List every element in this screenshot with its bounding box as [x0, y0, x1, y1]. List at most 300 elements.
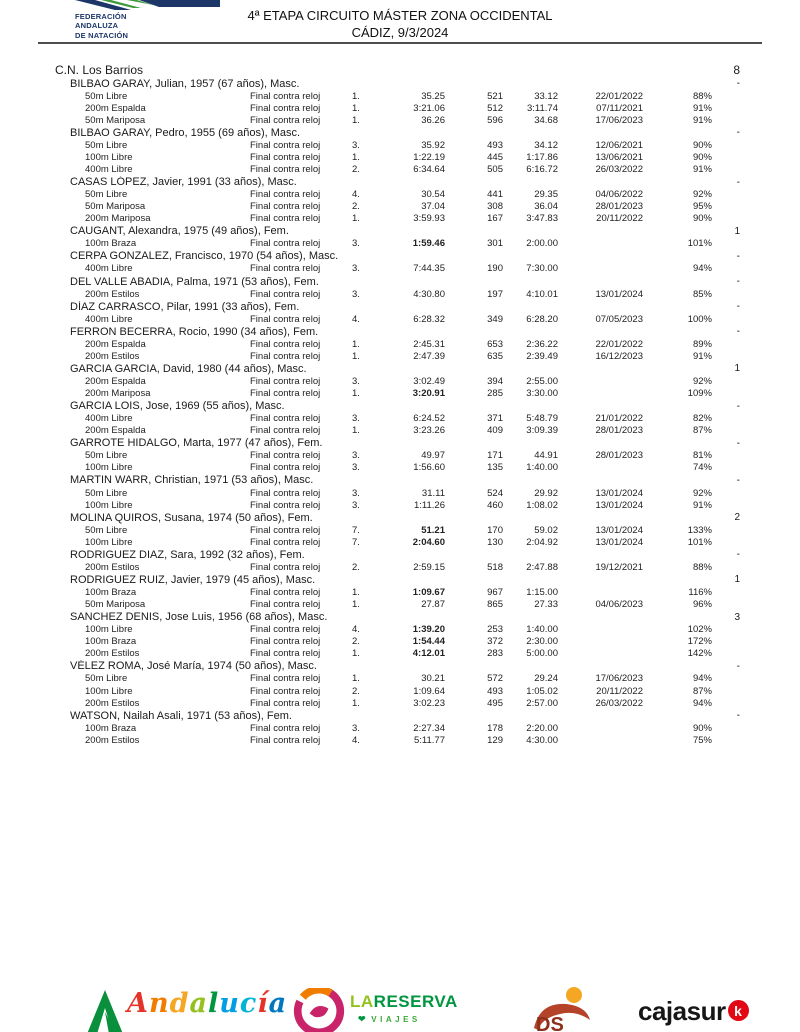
event-name: 50m Libre	[85, 487, 128, 499]
event-name: 100m Libre	[85, 151, 133, 163]
event-name: 400m Libre	[85, 313, 133, 325]
entry-time: 3:09.39	[526, 425, 558, 437]
heat-type: Final contra reloj	[250, 697, 321, 709]
event-name: 50m Mariposa	[85, 114, 146, 126]
rank: 2.	[352, 164, 360, 176]
result-time: 4:30.80	[413, 288, 445, 300]
rank: 1.	[352, 114, 360, 126]
result-row	[40, 413, 740, 425]
result-time: 1:59.46	[412, 238, 445, 250]
rank: 1.	[352, 586, 360, 598]
rank: 7.	[352, 524, 360, 536]
swimmer-count: -	[736, 400, 740, 412]
page-subtitle: CÁDIZ, 9/3/2024	[351, 25, 449, 40]
entry-date: 20/11/2022	[596, 213, 643, 225]
heat-type: Final contra reloj	[250, 450, 321, 462]
heat-type: Final contra reloj	[250, 102, 321, 114]
heat-type: Final contra reloj	[250, 313, 321, 325]
percent: 92%	[692, 375, 712, 387]
result-time: 1:56.60	[413, 462, 445, 474]
entry-time: 3:47.83	[526, 213, 558, 225]
percent: 88%	[692, 561, 712, 573]
heat-type: Final contra reloj	[250, 151, 321, 163]
points: 308	[487, 201, 503, 213]
percent: 87%	[692, 425, 712, 437]
rank: 1.	[352, 425, 360, 437]
andalucia-letter: A	[127, 988, 149, 1019]
swimmer-count: -	[736, 127, 740, 139]
event-name: 200m Espalda	[85, 102, 146, 114]
entry-time: 44.91	[534, 450, 558, 462]
swimmer-name: DEL VALLE ABADIA, Palma, 1971 (53 años), Fem.	[70, 275, 319, 288]
event-name: 50m Mariposa	[85, 599, 146, 611]
percent: 91%	[692, 164, 712, 176]
swimmer-count: 2	[734, 512, 740, 524]
points: 967	[487, 586, 503, 598]
swimmer-row	[40, 611, 740, 624]
result-row	[40, 648, 740, 660]
svg-text:DS: DS	[536, 1014, 564, 1032]
percent: 172%	[687, 636, 712, 648]
heat-type: Final contra reloj	[250, 524, 321, 536]
result-time: 31.11	[421, 487, 445, 499]
swimmer-name: BILBAO GARAY, Julian, 1957 (67 años), Masc.	[70, 77, 300, 90]
swimmer-row	[40, 474, 740, 487]
event-name: 100m Libre	[85, 685, 133, 697]
rank: 3.	[352, 263, 360, 275]
heat-type: Final contra reloj	[250, 536, 321, 548]
swimmer-row	[40, 709, 740, 722]
event-name: 50m Libre	[85, 673, 128, 685]
result-row	[40, 524, 740, 536]
heat-type: Final contra reloj	[250, 338, 321, 350]
result-row	[40, 673, 740, 685]
entry-time: 34.12	[534, 139, 558, 151]
percent: 100%	[687, 313, 712, 325]
swimmer-name: CERPA GONZALEZ, Francisco, 1970 (54 años), Masc.	[70, 250, 339, 263]
heat-type: Final contra reloj	[250, 139, 321, 151]
result-time: 2:45.31	[413, 338, 445, 350]
event-name: 50m Libre	[85, 189, 128, 201]
heat-type: Final contra reloj	[250, 636, 321, 648]
entry-time: 2:47.88	[526, 561, 558, 573]
swimmer-name: MOLINA QUIROS, Susana, 1974 (50 años), Fem.	[70, 511, 313, 524]
points: 285	[487, 388, 503, 400]
entry-time: 29.92	[534, 487, 558, 499]
result-time: 37.04	[421, 201, 445, 213]
swimmer-count: -	[736, 710, 740, 722]
rank: 1.	[352, 102, 360, 114]
result-row	[40, 102, 740, 114]
page-title: 4ª ETAPA CIRCUITO MÁSTER ZONA OCCIDENTAL	[247, 8, 553, 23]
entry-time: 2:20.00	[526, 722, 558, 734]
heat-type: Final contra reloj	[250, 114, 321, 126]
entry-time: 36.04	[534, 201, 558, 213]
heat-type: Final contra reloj	[250, 201, 321, 213]
swimmer-name: BILBAO GARAY, Pedro, 1955 (69 años), Masc.	[70, 126, 301, 139]
entry-date: 26/03/2022	[595, 697, 643, 709]
result-time: 3:02.49	[413, 375, 445, 387]
heat-type: Final contra reloj	[250, 425, 321, 437]
club-name: C.N. Los Barrios	[55, 62, 144, 77]
rank: 3.	[352, 722, 360, 734]
entry-date: 20/11/2022	[596, 685, 643, 697]
rank: 4.	[352, 313, 360, 325]
rank: 1.	[352, 151, 360, 163]
result-row	[40, 238, 740, 250]
heat-type: Final contra reloj	[250, 164, 321, 176]
percent: 88%	[692, 90, 712, 102]
event-name: 100m Braza	[85, 238, 137, 250]
points: 167	[487, 213, 503, 225]
event-name: 50m Libre	[85, 90, 128, 102]
lareserva-heart-icon: ❤	[358, 1014, 366, 1024]
swimmer-row	[40, 548, 740, 561]
result-row	[40, 163, 740, 175]
swimmer-count: -	[736, 250, 740, 262]
points: 301	[487, 238, 503, 250]
swimmer-count: -	[736, 276, 740, 288]
entry-date: 28/01/2023	[595, 450, 643, 462]
heat-type: Final contra reloj	[250, 263, 321, 275]
lareserva-icon	[292, 988, 346, 1032]
percent: 102%	[687, 624, 712, 636]
header-divider	[38, 42, 762, 44]
result-time: 1:22.19	[413, 151, 445, 163]
event-name: 200m Espalda	[85, 338, 146, 350]
percent: 96%	[692, 599, 712, 611]
swimmer-row	[40, 225, 740, 238]
entry-date: 13/01/2024	[595, 524, 643, 536]
swimmer-row	[40, 176, 740, 189]
andalucia-letter: a	[189, 988, 208, 1019]
percent: 92%	[692, 189, 712, 201]
result-time: 2:27.34	[413, 722, 445, 734]
points: 493	[487, 139, 503, 151]
heat-type: Final contra reloj	[250, 213, 321, 225]
entry-date: 19/12/2021	[595, 561, 643, 573]
heat-type: Final contra reloj	[250, 238, 321, 250]
percent: 81%	[692, 450, 712, 462]
result-time: 2:04.60	[412, 536, 445, 548]
ds-icon	[532, 986, 596, 1032]
points: 135	[487, 462, 503, 474]
entry-date: 13/01/2024	[595, 536, 643, 548]
rank: 1.	[352, 673, 360, 685]
result-time: 3:59.93	[413, 213, 445, 225]
rank: 7.	[352, 536, 360, 548]
percent: 82%	[692, 413, 712, 425]
entry-date: 17/06/2023	[595, 114, 643, 126]
heat-type: Final contra reloj	[250, 561, 321, 573]
swimmer-name: CASAS LÓPEZ, Javier, 1991 (33 años), Masc.	[70, 176, 297, 189]
club-count: 8	[733, 62, 740, 77]
entry-time: 3:30.00	[526, 388, 558, 400]
swimmer-name: CAUGANT, Alexandra, 1975 (49 años), Fem.	[70, 225, 289, 238]
event-name: 200m Estilos	[85, 648, 140, 660]
percent: 142%	[687, 648, 712, 660]
entry-time: 1:17.86	[526, 151, 558, 163]
entry-date: 22/01/2022	[595, 338, 643, 350]
result-row	[40, 189, 740, 201]
result-time: 49.97	[421, 450, 445, 462]
result-row	[40, 213, 740, 225]
swimmer-row	[40, 400, 740, 413]
points: 524	[487, 487, 503, 499]
rank: 2.	[352, 685, 360, 697]
rank: 1.	[352, 388, 360, 400]
percent: 90%	[692, 213, 712, 225]
rank: 3.	[352, 499, 360, 511]
swimmer-name: DÍAZ CARRASCO, Pilar, 1991 (33 años), Fem.	[70, 300, 300, 313]
result-row	[40, 697, 740, 709]
federation-name-line1: FEDERACIÓN	[75, 12, 127, 21]
points: 518	[487, 561, 503, 573]
points: 283	[487, 648, 503, 660]
heat-type: Final contra reloj	[250, 189, 321, 201]
lareserva-viajes: VIAJES	[371, 1015, 421, 1024]
event-name: 200m Mariposa	[85, 388, 151, 400]
result-time: 30.21	[421, 673, 445, 685]
swimmer-count: 1	[734, 363, 740, 375]
rank: 1.	[352, 350, 360, 362]
rank: 3.	[352, 487, 360, 499]
entry-date: 13/01/2024	[595, 499, 643, 511]
points: 171	[487, 450, 503, 462]
percent: 101%	[687, 238, 712, 250]
entry-date: 13/06/2021	[595, 151, 643, 163]
rank: 1.	[352, 338, 360, 350]
swimmer-count: -	[736, 176, 740, 188]
result-row	[40, 288, 740, 300]
entry-time: 2:30.00	[526, 636, 558, 648]
event-name: 100m Libre	[85, 624, 133, 636]
entry-date: 22/01/2022	[595, 90, 643, 102]
swimmer-count: 1	[734, 574, 740, 586]
swimmer-name: SANCHEZ DENIS, Jose Luis, 1956 (68 años), Masc.	[70, 611, 328, 624]
heat-type: Final contra reloj	[250, 586, 321, 598]
percent: 109%	[687, 388, 712, 400]
percent: 116%	[688, 586, 712, 598]
points: 865	[487, 599, 503, 611]
swimmer-name: MARTIN WARR, Christian, 1971 (53 años), Masc.	[70, 474, 314, 487]
entry-date: 07/05/2023	[595, 313, 643, 325]
result-time: 7:44.35	[413, 263, 445, 275]
entry-time: 34.68	[534, 114, 558, 126]
result-row	[40, 139, 740, 151]
rank: 1.	[352, 90, 360, 102]
result-row	[40, 499, 740, 511]
swimmer-count: -	[736, 301, 740, 313]
swimmer-count: -	[736, 437, 740, 449]
rank: 2.	[352, 201, 360, 213]
event-name: 400m Libre	[85, 263, 133, 275]
result-time: 3:23.26	[413, 425, 445, 437]
result-row	[40, 536, 740, 548]
points: 409	[487, 425, 503, 437]
percent: 91%	[692, 102, 712, 114]
percent: 92%	[692, 487, 712, 499]
ds-logo	[532, 986, 596, 1032]
rank: 3.	[352, 462, 360, 474]
result-time: 1:11.26	[414, 499, 445, 511]
entry-date: 26/03/2022	[595, 164, 643, 176]
entry-time: 5:00.00	[526, 648, 558, 660]
event-name: 200m Estilos	[85, 697, 140, 709]
result-row	[40, 425, 740, 437]
junta-andalucia-logo	[85, 988, 125, 1032]
swimmer-name: GARCIA LOIS, Jose, 1969 (55 años), Masc.	[70, 400, 285, 413]
entry-date: 07/11/2021	[596, 102, 643, 114]
swimmer-count: 3	[734, 611, 740, 623]
event-name: 200m Mariposa	[85, 213, 151, 225]
event-name: 200m Estilos	[85, 734, 140, 746]
event-name: 400m Libre	[85, 164, 133, 176]
heat-type: Final contra reloj	[250, 487, 321, 499]
entry-time: 29.35	[534, 189, 558, 201]
entry-time: 2:04.92	[526, 536, 558, 548]
entry-time: 2:00.00	[526, 238, 558, 250]
rank: 1.	[352, 697, 360, 709]
swimmer-name: RODRIGUEZ DIAZ, Sara, 1992 (32 años), Fem.	[70, 548, 305, 561]
swimmer-row	[40, 511, 740, 524]
result-row	[40, 722, 740, 734]
event-name: 100m Libre	[85, 499, 133, 511]
points: 190	[487, 263, 503, 275]
result-time: 3:21.06	[413, 102, 445, 114]
entry-time: 1:08.02	[526, 499, 558, 511]
event-name: 200m Estilos	[85, 561, 140, 573]
entry-time: 2:39.49	[526, 350, 558, 362]
heat-type: Final contra reloj	[250, 375, 321, 387]
andalucia-letter: n	[148, 988, 170, 1019]
andalucia-letter: í	[257, 988, 269, 1019]
result-time: 27.87	[421, 599, 445, 611]
swimmer-row	[40, 250, 740, 263]
swimmer-count: -	[736, 660, 740, 672]
andalucia-letter: a	[268, 988, 288, 1019]
event-name: 200m Espalda	[85, 375, 146, 387]
result-row	[40, 201, 740, 213]
result-row	[40, 734, 740, 746]
entry-time: 1:40.00	[526, 624, 558, 636]
result-row	[40, 338, 740, 350]
heat-type: Final contra reloj	[250, 350, 321, 362]
points: 130	[487, 536, 503, 548]
result-row	[40, 636, 740, 648]
percent: 90%	[692, 139, 712, 151]
points: 129	[487, 734, 503, 746]
heat-type: Final contra reloj	[250, 673, 321, 685]
result-row	[40, 263, 740, 275]
rank: 3.	[352, 413, 360, 425]
heat-type: Final contra reloj	[250, 648, 321, 660]
entry-time: 1:05.02	[526, 685, 558, 697]
result-time: 1:39.20	[412, 624, 445, 636]
result-row	[40, 90, 740, 102]
points: 460	[487, 499, 503, 511]
swimmer-row	[40, 660, 740, 673]
entry-time: 2:36.22	[526, 338, 558, 350]
points: 445	[487, 151, 503, 163]
lareserva-la: LA	[350, 992, 374, 1011]
result-time: 30.54	[421, 189, 445, 201]
result-row	[40, 388, 740, 400]
result-row	[40, 624, 740, 636]
result-row	[40, 599, 740, 611]
result-time: 3:02.23	[413, 697, 445, 709]
points: 596	[487, 114, 503, 126]
event-name: 100m Braza	[85, 722, 137, 734]
percent: 95%	[692, 201, 712, 213]
event-name: 50m Libre	[85, 524, 128, 536]
points: 178	[487, 722, 503, 734]
entry-time: 33.12	[534, 90, 558, 102]
rank: 2.	[352, 636, 360, 648]
result-row	[40, 350, 740, 362]
heat-type: Final contra reloj	[250, 599, 321, 611]
entry-date: 04/06/2022	[595, 189, 643, 201]
result-time: 6:34.64	[413, 164, 445, 176]
swimmer-count: -	[736, 78, 740, 89]
lareserva-reserva: RESERVA	[373, 992, 458, 1011]
result-time: 51.21	[421, 524, 445, 536]
points: 441	[487, 189, 503, 201]
lareserva-text	[350, 992, 458, 1025]
result-row	[40, 462, 740, 474]
percent: 90%	[692, 151, 712, 163]
event-name: 50m Libre	[85, 450, 128, 462]
result-time: 1:54.44	[412, 636, 445, 648]
swimmer-row	[40, 325, 740, 338]
rank: 1.	[352, 213, 360, 225]
entry-date: 28/01/2023	[595, 425, 643, 437]
swimmers-list	[40, 77, 740, 746]
swimmer-count: -	[736, 326, 740, 338]
entry-date: 16/12/2023	[595, 350, 643, 362]
entry-time: 27.33	[534, 599, 558, 611]
rank: 3.	[352, 450, 360, 462]
result-row	[40, 487, 740, 499]
event-name: 50m Libre	[85, 139, 128, 151]
entry-date: 04/06/2023	[595, 599, 643, 611]
result-row	[40, 450, 740, 462]
federation-name-line3: DE NATACIÓN	[75, 30, 129, 40]
event-name: 100m Libre	[85, 536, 133, 548]
swimmer-row	[40, 362, 740, 375]
federation-name-line2: ANDALUZA	[75, 21, 119, 31]
swimmer-row	[40, 275, 740, 288]
swimmer-row	[40, 573, 740, 586]
result-row	[40, 375, 740, 387]
result-time: 2:47.39	[413, 350, 445, 362]
heat-type: Final contra reloj	[250, 499, 321, 511]
swimmer-row	[40, 300, 740, 313]
event-name: 200m Espalda	[85, 425, 146, 437]
event-name: 400m Libre	[85, 413, 133, 425]
percent: 91%	[692, 114, 712, 126]
heat-type: Final contra reloj	[250, 288, 321, 300]
percent: 101%	[687, 536, 712, 548]
result-row	[40, 561, 740, 573]
rank: 3.	[352, 139, 360, 151]
results-table	[40, 62, 740, 746]
entry-time: 1:40.00	[526, 462, 558, 474]
points: 635	[487, 350, 503, 362]
points: 371	[487, 413, 503, 425]
andalucia-letter: d	[169, 988, 190, 1019]
swimmer-count: -	[736, 549, 740, 561]
